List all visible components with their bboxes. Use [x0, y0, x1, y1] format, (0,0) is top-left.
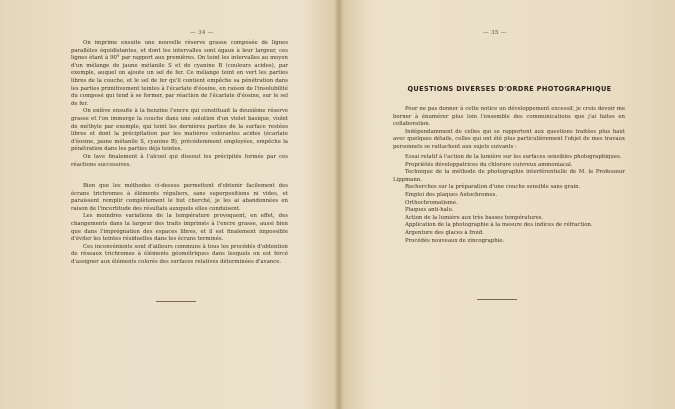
- paragraph: On enlève ensuite à la benzine l'encre qui constituait la deuxième réserve grasse et l'on immerge la couche dans une solution d'un violet basique, violet de méthyle par exemple, qui teint les dernières parties de la surface restées libres et dont la précipitation par les matières colorantes acides (écarlate d'éosine, jaune métanile S, cyanine B), précédemment employées, empêche la pénétration dans les parties déjà teintes.: [71, 108, 288, 153]
- list-item: Plaques anti-halo.: [405, 207, 454, 214]
- list-item: Recherches sur la préparation d'une couche sensible sans grain.: [405, 184, 581, 191]
- right-page-number: — 35 —: [483, 30, 507, 36]
- list-item: Propriétés développatrices du chlorure cuivreux ammoniacal.: [405, 161, 573, 168]
- left-page-number: — 34 —: [190, 30, 214, 36]
- list-item: Essai relatif à l'action de la lumière sur les surfaces sensibles photographiques.: [405, 154, 622, 161]
- paragraph: Bien que les méthodes ci-dessus permettent d'obtenir facilement des écrans trichromes à éléments réguliers, sans superpositions ni vides, et paraissent remplir complètement le but cherché, je les ai abandonnées en raison de l'incertitude des résultats auxquels elles conduisent.: [71, 183, 288, 212]
- list-item: Technique de la méthode de photographie interférentielle de M. le Professeur Lippmann.: [393, 169, 625, 183]
- list-item: Procédés nouveaux de zincographie.: [405, 237, 505, 244]
- list-item: Application de la photographie à la mesure des indices de réfraction.: [405, 222, 593, 229]
- paragraph: Les moindres variations de la température provoquent, en effet, des changements dans la largeur des traits imprimés à l'encre grasse, aussi bien que dans l'imprégnation des espaces libres, et il est finalement impossible d'éviter les teintes résiduelles dans les écrans terminés.: [71, 213, 288, 243]
- left-text-block-top: [71, 40, 288, 169]
- paragraph: Ces inconvénients sont d'ailleurs communs à tous les procédés d'obtention de réseaux trichromes à éléments géométriques dans lesquels on est forcé d'assigner aux éléments colorés des surfaces relatives déterminées d'avance.: [71, 243, 288, 265]
- paragraph: Pour ne pas donner à cette notice un développement excessif, je crois devoir me borner à énumérer plus loin l'ensemble des communications que j'ai faites en collaboration.: [393, 106, 625, 128]
- right-text-block: [393, 106, 625, 245]
- left-page: [0, 0, 337, 409]
- list-item: Argenture des glaces à froid.: [405, 230, 484, 236]
- end-rule: [477, 299, 517, 300]
- list-item: Action de la lumière aux très basses températures.: [405, 214, 544, 221]
- list-item: Orthochromatisme.: [405, 199, 458, 206]
- left-text-block-bottom: [71, 183, 288, 267]
- paragraph: On imprime ensuite une nouvelle réserve grasse composée de lignes parallèles équidistantes, et dont les intervalles sont égaux à leur largeur, ces lignes étant à 90° par rapport aux premières. On teint les intervalles au moyen d'un mélange de jaune métanile S et de cyanine B (couleurs acides), par exemple, auquel on ajoute un sel de fer. Ce mélange teint en vert les parties libres de la couche, et le sel de fer qu'il contient empêche sa pénétration dans les parties primitivement teintes à l'écarlate d'éosine, en raison de l'insolubilité du composé qui tend à se former, par réaction de l'écarlate d'éosine, sur le sel de fer.: [71, 40, 288, 107]
- right-page: [340, 0, 675, 409]
- paragraph: Indépendamment de celles qui se rapportent aux questions traitées plus haut avec quelques détails, celles qui ont été plus particulièrement l'objet de mes travaux personnels se rattachent aux sujets suivants :: [393, 128, 625, 150]
- list-item: Emploi des plaques Autochromes.: [405, 192, 498, 199]
- section-heading: QUESTIONS DIVERSES D'ORDRE PHOTOGRAPHIQUE: [407, 85, 612, 93]
- end-rule: [156, 301, 196, 302]
- paragraph: On lave finalement à l'alcool qui dissout les précipités formés par ces réactions successives.: [71, 153, 288, 168]
